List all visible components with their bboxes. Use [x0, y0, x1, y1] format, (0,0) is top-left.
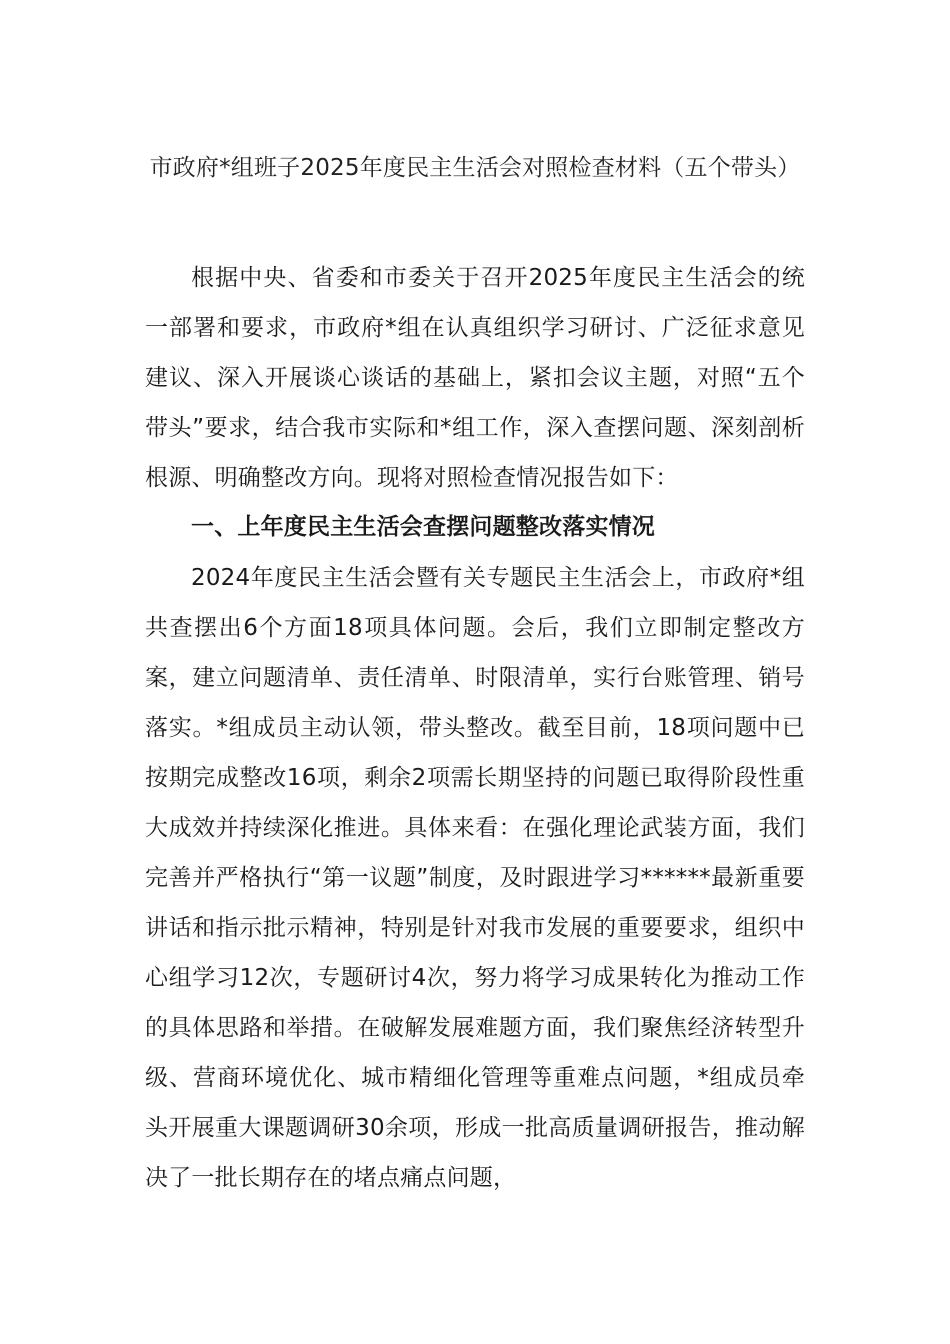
section-heading: 一、上年度民主生活会查摆问题整改落实情况	[191, 514, 655, 540]
section-paragraph: 2024年度民主生活会暨有关专题民主生活会上，市政府*组共查摆出6个方面18项具体问题。会后，我们立即制定整改方案，建立问题清单、责任清单、时限清单，实行台账管理、销号落实。*组成员主动认领，带头整改。截至目前，18项问题中已按期完成整改16项，剩余2项需长期坚持的问题已取得阶段性重大成效并持续深化推进。具体来看：在强化理论武装方面，我们完善并严格执行“第一议题”制度，及时跟进学习******最新重要讲话和指示批示精神，特别是针对我市发展的重要要求，组织中心组学习12次，专题研讨4次，努力将学习成果转化为推动工作的具体思路和举措。在破解发展难题方面，我们聚焦经济转型升级、营商环境优化、城市精细化管理等重难点问题，*组成员牵头开展重大课题调研30余项，形成一批高质量调研报告，推动解决了一批长期存在的堵点痛点问题，	[145, 565, 805, 1191]
intro-paragraph: 根据中央、省委和市委关于召开2025年度民主生活会的统一部署和要求，市政府*组在认真组织学习研讨、广泛征求意见建议、深入开展谈心谈话的基础上，紧扣会议主题，对照“五个带头”要求，结合我市实际和*组工作，深入查摆问题、深刻剖析根源、明确整改方向。现将对照检查情况报告如下：	[145, 265, 805, 491]
document-title: 市政府*组班子2025年度民主生活会对照检查材料（五个带头）	[149, 155, 801, 181]
